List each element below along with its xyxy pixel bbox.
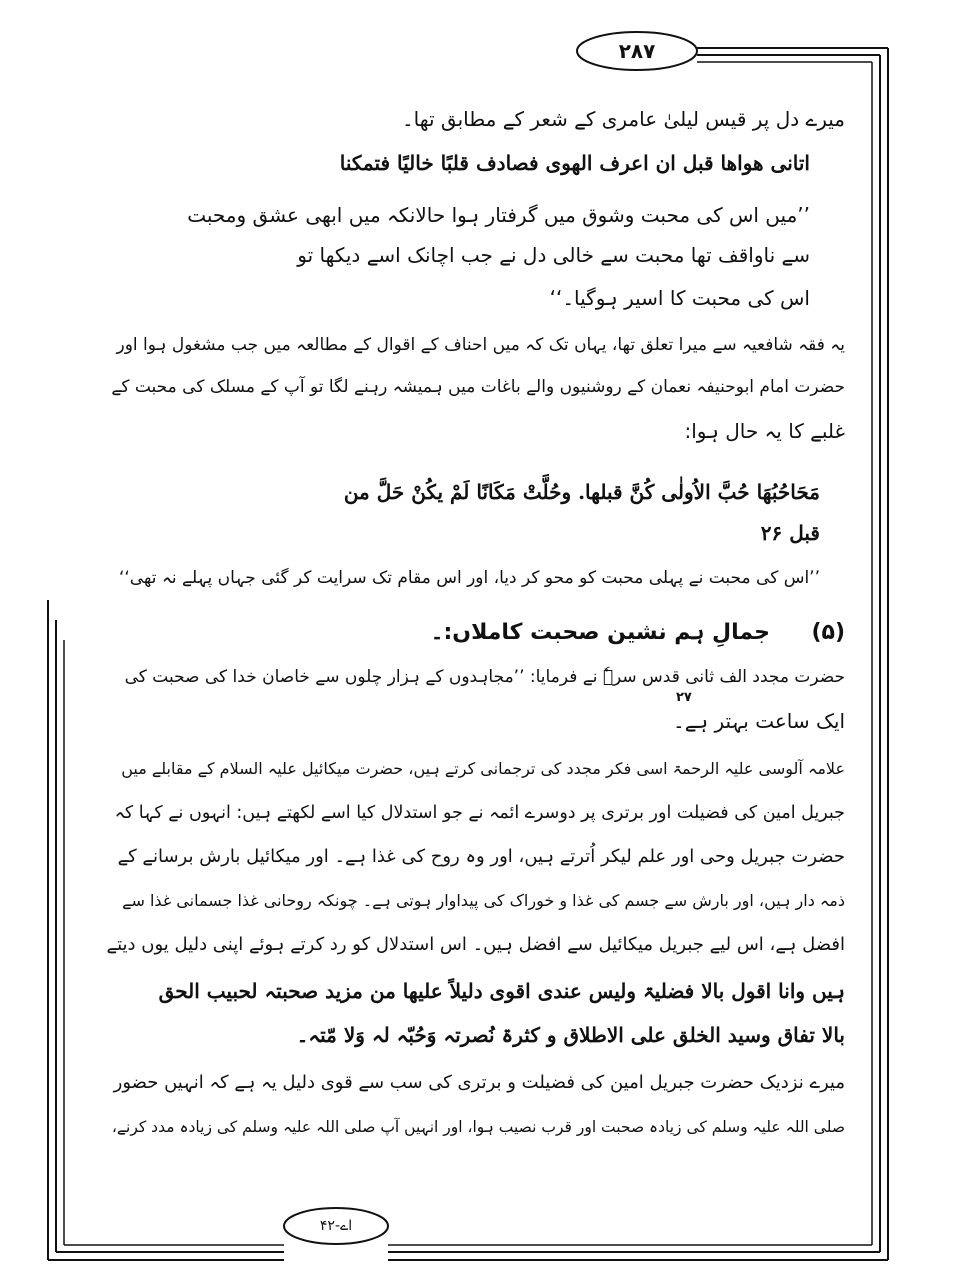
translation-line: ’’اس کی محبت نے پہلی محبت کو محو کر دیا، اور اس مقام تک سرایت کر گئی جہاں پہلے نہ تھی‘‘ (118, 568, 820, 588)
text-line: غلبے کا یہ حال ہوا: (684, 419, 845, 443)
arabic-verse: مَحَاحُبُھَا حُبَّ الاُولٰی کُنَّ قبلھا. وحُلَّتْ مَکَانًا لَمْ یکُنْ حَلَّ من (343, 480, 820, 504)
text-line: ایک ساعت بہتر ہے۔ (672, 709, 845, 733)
translation-line: اس کی محبت کا اسیر ہوگیا۔‘‘ (549, 286, 810, 310)
translation-line: ’’میں اس کی محبت وشوق میں گرفتار ہوا حالانکہ میں ابھی عشق ومحبت (187, 203, 810, 227)
arabic-quote: ہیں وانا اقول بالا فضلیۃ ولیس عندی اقوی دلیلاً علیھا من مزید صحبتہ لحبیب الحق (158, 979, 845, 1003)
text-line: حضرت جبریل وحی اور علم لیکر اُترتے ہیں، اور وہ روح کی غذا ہے۔ اور میکائیل بارش برسانے کے (117, 846, 845, 867)
text-line: افضل ہے، اس لیے جبریل میکائیل سے افضل ہیں۔ اس استدلال کو رد کرتے ہوئے اپنی دلیل یوں دیتے (106, 934, 845, 955)
arabic-verse: قبل ۲۶ (760, 521, 820, 545)
page-number: ۲۸۷ (618, 39, 656, 63)
text-line: حضرت امام ابوحنیفہ نعمان کے روشنیوں والے باغات میں ہمیشہ رہنے لگا تو آپ کے مسلک کی محبت کے (111, 377, 845, 397)
text-line: میرے نزدیک حضرت جبریل امین کی فضیلت و برتری کی سب سے قوی دلیل یہ ہے کہ انہیں حضور (113, 1072, 845, 1093)
text-line: حضرت مجدد الف ثانی قدس سرہٗ نے فرمایا: ’’مجاہدوں کے ہزار چلوں سے خاصان خدا کی صحبت کی (124, 667, 845, 687)
text-line: علامہ آلوسی علیہ الرحمۃ اسی فکر مجدد کی ترجمانی کرتے ہیں، حضرت میکائیل علیہ السلام کے مقابلے میں (121, 759, 845, 778)
arabic-quote: بالا تفاق وسید الخلق علی الاطلاق و کثرۃ نُصرتہ وَحُبّہ لہ وَلا مّتہ۔ (296, 1023, 845, 1047)
section-heading: جمالِ ہم نشین صحبت کاملاں:۔ (430, 620, 770, 645)
footer-mark: اے-۴۲ (319, 1218, 353, 1234)
text-line: ذمہ دار ہیں، اور بارش سے جسم کی غذا و خوراک کی پیداوار ہوتی ہے۔ چونکہ روحانی غذا جسمانی غذا سے (122, 891, 845, 910)
arabic-verse: اتانی ھواھا قبل ان اعرف الھوی فصادف قلبًا خالیًا فتمکنا (339, 151, 810, 175)
section-number: (۵) (811, 620, 845, 645)
text-line: جبریل امین کی فضیلت اور برتری پر دوسرے ائمہ نے جو استدلال کیا اسے لکھتے ہیں: انہوں نے کہا کہ (114, 803, 845, 823)
text-line: صلی اللہ علیہ وسلم کی زیادہ صحبت اور قرب نصیب ہوا، اور انہیں آپ صلی اللہ علیہ وسلم کی زیادہ مدد کرنے، (111, 1118, 845, 1136)
translation-line: سے ناواقف تھا محبت سے خالی دل نے جب اچانک اسے دیکھا تو (297, 243, 810, 267)
text-line: میرے دل پر قیس لیلیٰ عامری کے شعر کے مطابق تھا۔ (401, 107, 845, 131)
footnote-marker: ۲۷ (676, 690, 692, 705)
text-line: یہ فقہ شافعیہ سے میرا تعلق تھا، یہاں تک کہ میں احناف کے اقوال کے مطالعہ میں جب مشغول ہوا اور (116, 335, 845, 355)
